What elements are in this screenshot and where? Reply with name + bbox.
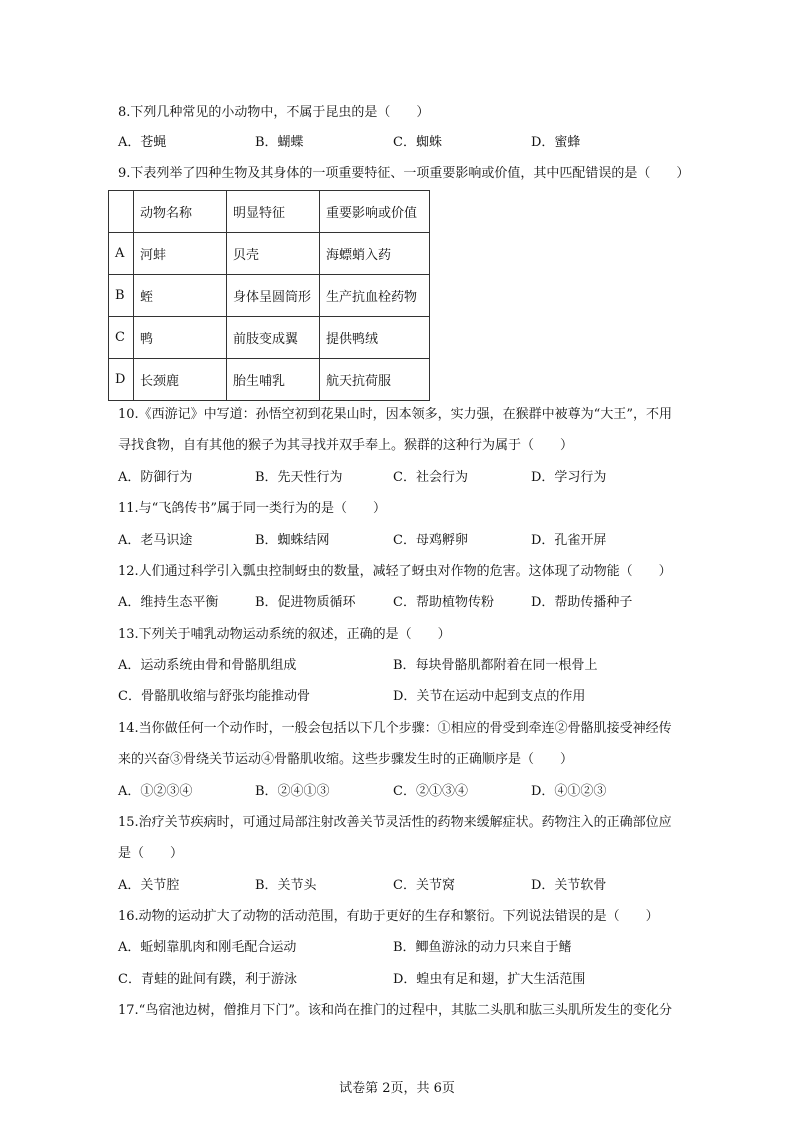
q14-option-a[interactable]: A．①②③④ [118,784,193,799]
q14-options [118,783,684,801]
table-header-cell: 动物名称 [134,191,227,233]
table-cell: 身体呈圆筒形 [227,275,320,317]
q10-option-c[interactable]: C．社会行为 [393,470,468,485]
q16-option-c[interactable]: C．青蛙的趾间有蹼，利于游泳 [118,972,297,987]
page-footer: 试卷第 2页，共 6页 [339,1081,455,1096]
q10-stem-line1: 10.《西游记》中写道：孙悟空初到花果山时，因本领多，实力强，在猴群中被尊为“大王”，不用 [118,407,672,422]
table-cell: 长颈鹿 [134,359,227,401]
q10-options [118,469,684,487]
table-row [109,233,430,275]
q12-options [118,594,684,612]
q12-option-c[interactable]: C．帮助植物传粉 [393,595,494,610]
q8-option-a[interactable]: A．苍蝇 [118,135,167,150]
table-row [109,275,430,317]
q11-stem: 11.与“飞鸽传书”属于同一类行为的是（ ） [118,501,386,516]
q10-stem-line2: 寻找食物，自有其他的猴子为其寻找并双手奉上。猴群的这种行为属于（ ） [118,438,574,453]
table-cell: 贝壳 [227,233,320,275]
q15-option-d[interactable]: D．关节软骨 [531,878,607,893]
table-cell: A [109,233,134,275]
q11-option-c[interactable]: C．母鸡孵卵 [393,533,468,548]
q11-option-a[interactable]: A．老马识途 [118,533,193,548]
q15-stem-line2: 是（ ） [118,846,184,861]
q15-option-c[interactable]: C．关节窝 [393,878,455,893]
table-cell: C [109,317,134,359]
table-cell: 提供鸭绒 [320,317,430,359]
q16-option-b[interactable]: B．鲫鱼游泳的动力只来自于鳍 [393,940,572,955]
table-header-cell: 重要影响或价值 [320,191,430,233]
q14-option-d[interactable]: D．④①②③ [531,784,607,799]
table-header-cell [109,191,134,233]
q10-option-b[interactable]: B．先天性行为 [255,470,343,485]
q14-option-b[interactable]: B．②④①③ [255,784,330,799]
q13-stem: 13.下列关于哺乳动物运动系统的叙述，正确的是（ ） [118,627,451,642]
q16-options-row2 [118,971,684,989]
q8-option-c[interactable]: C．蜘蛛 [393,135,442,150]
q13-option-d[interactable]: D．关节在运动中起到支点的作用 [393,689,586,704]
q12-option-a[interactable]: A．维持生态平衡 [118,595,219,610]
q16-option-d[interactable]: D．蝗虫有足和翅，扩大生活范围 [393,972,586,987]
q11-options [118,532,684,550]
table-cell: 河蚌 [134,233,227,275]
q15-option-a[interactable]: A．关节腔 [118,878,180,893]
q12-option-b[interactable]: B．促进物质循环 [255,595,356,610]
table-cell: 生产抗血栓药物 [320,275,430,317]
q9-stem: 9.下表列举了四种生物及其身体的一项重要特征、一项重要影响或价值，其中匹配错误的是（ ） [118,166,690,181]
table-cell: 航天抗荷服 [320,359,430,401]
table-cell: 前肢变成翼 [227,317,320,359]
q13-option-a[interactable]: A．运动系统由骨和骨骼肌组成 [118,658,297,673]
table-cell: 海螵蛸入药 [320,233,430,275]
q8-option-d[interactable]: D．蜜蜂 [531,135,581,150]
table-cell: 胎生哺乳 [227,359,320,401]
q14-stem-line1: 14.当你做任何一个动作时，一般会包括以下几个步骤：①相应的骨受到牵连②骨骼肌接受神经传 [118,721,672,736]
table-row [109,317,430,359]
table-header-cell: 明显特征 [227,191,320,233]
q15-options [118,877,684,895]
q12-option-d[interactable]: D．帮助传播种子 [531,595,633,610]
q14-option-c[interactable]: C．②①③④ [393,784,468,799]
q13-option-b[interactable]: B．每块骨骼肌都附着在同一根骨上 [393,658,598,673]
table-cell: 蛭 [134,275,227,317]
table-cell: 鸭 [134,317,227,359]
q16-stem: 16.动物的运动扩大了动物的活动范围，有助于更好的生存和繁衍。下列说法错误的是（ ） [118,909,659,924]
q13-option-c[interactable]: C．骨骼肌收缩与舒张均能推动骨 [118,689,310,704]
q15-stem-line1: 15.治疗关节疾病时，可通过局部注射改善关节灵活性的药物来缓解症状。药物注入的正确部位应 [118,815,672,830]
table-cell: B [109,275,134,317]
q8-option-b[interactable]: B．蝴蝶 [255,135,304,150]
q17-stem: 17.“鸟宿池边树，僧推月下门”。该和尚在推门的过程中，其肱二头肌和肱三头肌所发生的变化分 [118,1003,672,1018]
q13-options-row2 [118,688,684,706]
q16-option-a[interactable]: A．蚯蚓靠肌肉和刚毛配合运动 [118,940,297,955]
q16-options-row1 [118,939,684,957]
table-cell: D [109,359,134,401]
q8-options [118,134,684,152]
q14-stem-line2: 来的兴奋③骨绕关节运动④骨骼肌收缩。这些步骤发生时的正确顺序是（ ） [118,752,574,767]
q12-stem: 12.人们通过科学引入瓢虫控制蚜虫的数量，减轻了蚜虫对作物的危害。这体现了动物能（ ） [118,564,672,579]
q11-option-d[interactable]: D．孔雀开屏 [531,533,607,548]
q10-option-a[interactable]: A．防御行为 [118,470,193,485]
q9-table [108,190,430,401]
q10-option-d[interactable]: D．学习行为 [531,470,607,485]
q8-stem: 8.下列几种常见的小动物中，不属于昆虫的是（ ） [118,105,430,120]
q11-option-b[interactable]: B．蜘蛛结网 [255,533,330,548]
table-header-row [109,191,430,233]
q15-option-b[interactable]: B．关节头 [255,878,317,893]
q13-options-row1 [118,657,684,675]
table-row [109,359,430,401]
